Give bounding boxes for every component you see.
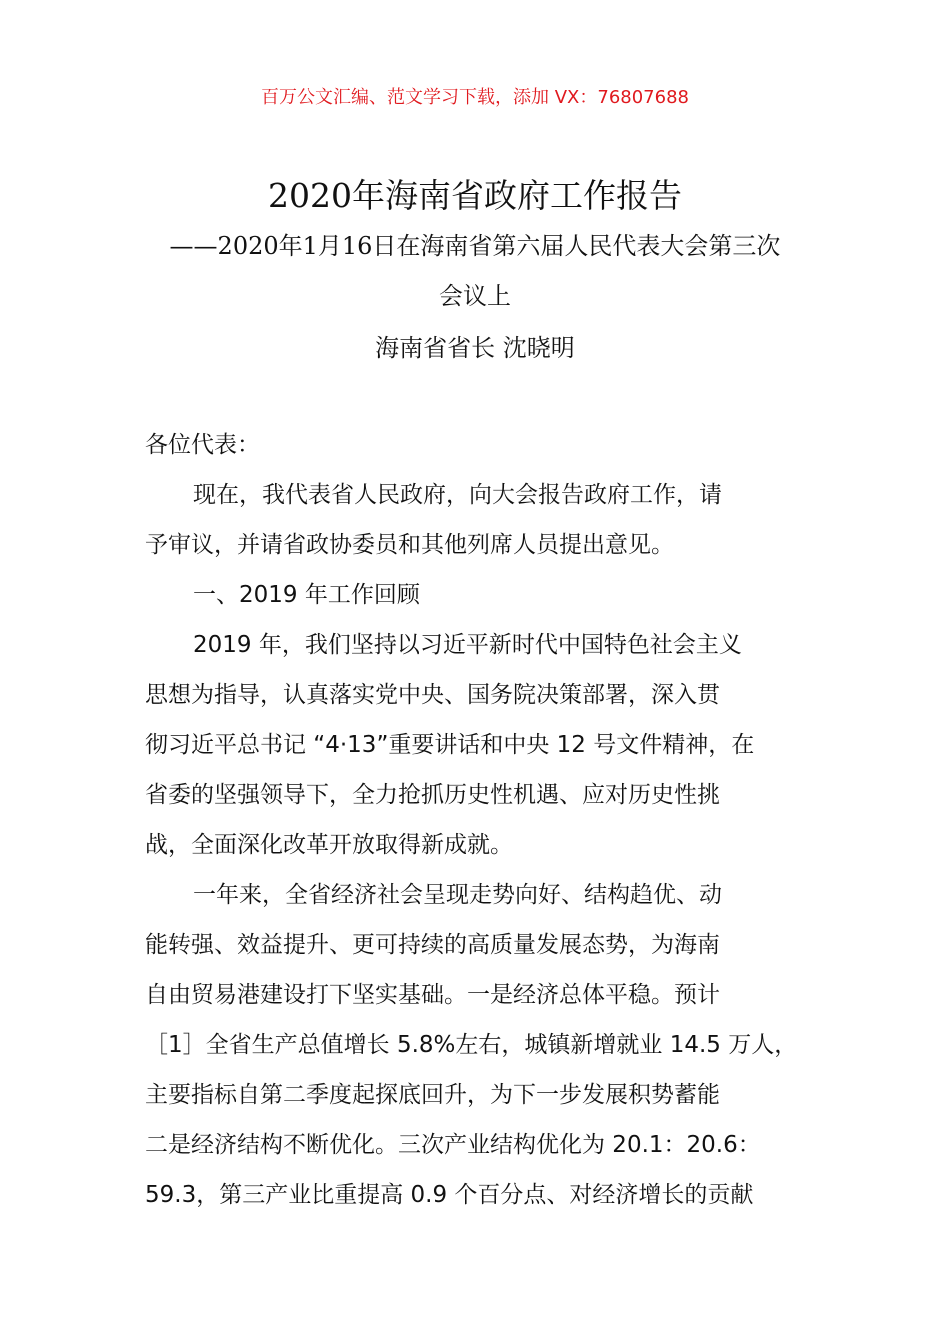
watermark-banner: 百万公文汇编、范文学习下载，添加 VX：76807688: [261, 87, 689, 108]
paragraph-line: 战，全面深化改革开放取得新成就。: [145, 832, 513, 858]
document-subtitle-line1: ——2020年1月16日在海南省第六届人民代表大会第三次: [169, 232, 781, 260]
paragraph-line: 思想为指导，认真落实党中央、国务院决策部署，深入贯: [145, 682, 720, 708]
salutation: 各位代表：: [145, 432, 260, 458]
paragraph-line: 二是经济结构不断优化。三次产业结构优化为 20.1：20.6：: [145, 1132, 761, 1158]
document-title: 2020年海南省政府工作报告: [268, 176, 682, 215]
paragraph-line: 予审议，并请省政协委员和其他列席人员提出意见。: [145, 532, 674, 558]
document-author: 海南省省长 沈晓明: [375, 334, 575, 362]
paragraph-line: 59.3，第三产业比重提高 0.9 个百分点、对经济增长的贡献: [145, 1182, 754, 1208]
paragraph-line: 省委的坚强领导下，全力抢抓历史性机遇、应对历史性挑: [145, 782, 720, 808]
section-heading: 一、2019 年工作回顾: [193, 582, 420, 608]
paragraph-line: 现在，我代表省人民政府，向大会报告政府工作，请: [193, 482, 722, 508]
paragraph-line: 自由贸易港建设打下坚实基础。一是经济总体平稳。预计: [145, 982, 720, 1008]
paragraph-line: 主要指标自第二季度起探底回升，为下一步发展积势蓄能: [145, 1082, 720, 1108]
paragraph-line: 能转强、效益提升、更可持续的高质量发展态势，为海南: [145, 932, 720, 958]
paragraph-line: 一年来，全省经济社会呈现走势向好、结构趋优、动: [193, 882, 722, 908]
document-body: [145, 420, 815, 1220]
document-subtitle-line2: 会议上: [439, 282, 511, 310]
paragraph-line: ［1］全省生产总值增长 5.8%左右，城镇新增就业 14.5 万人，: [145, 1032, 798, 1058]
paragraph-line: 彻习近平总书记 “4·13”重要讲话和中央 12 号文件精神，在: [145, 732, 755, 758]
paragraph-line: 2019 年，我们坚持以习近平新时代中国特色社会主义: [193, 632, 742, 658]
